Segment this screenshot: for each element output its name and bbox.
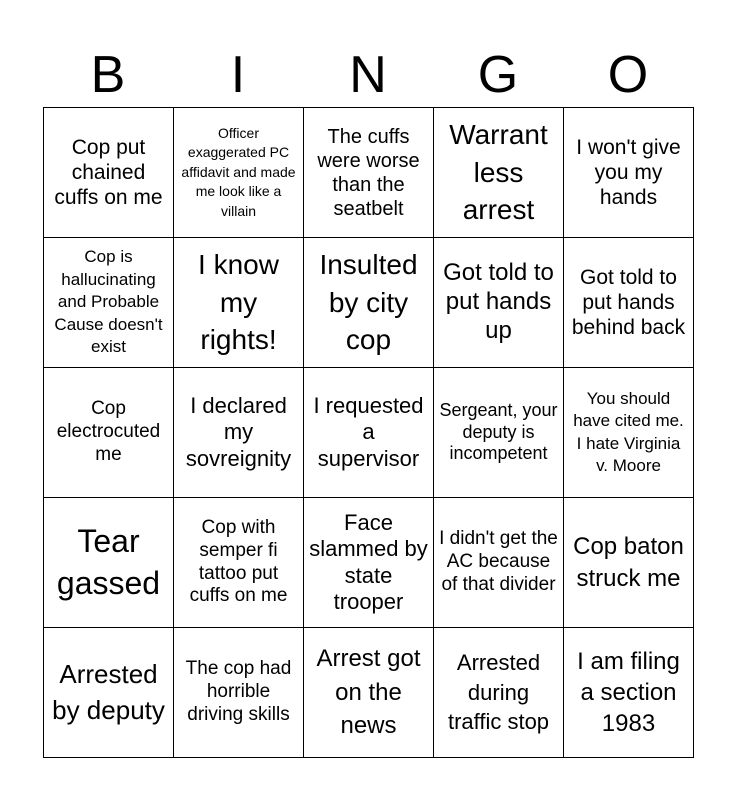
bingo-row-2 bbox=[44, 238, 694, 368]
bingo-cell: Arrested by deputy bbox=[44, 628, 174, 758]
header-letter-o: O bbox=[607, 46, 649, 104]
bingo-row-3 bbox=[44, 368, 694, 498]
bingo-cell: Got told to put hands behind back bbox=[564, 238, 694, 368]
bingo-cell: I requested a supervisor bbox=[304, 368, 434, 498]
bingo-cell: Tear gassed bbox=[44, 498, 174, 628]
bingo-cell: Insulted by city cop bbox=[304, 238, 434, 368]
bingo-cell: The cop had horrible driving skills bbox=[174, 628, 304, 758]
bingo-card-grid bbox=[43, 107, 694, 758]
bingo-row-5 bbox=[44, 628, 694, 758]
bingo-row-1 bbox=[44, 108, 694, 238]
bingo-cell: I won't give you my hands bbox=[564, 108, 694, 238]
bingo-cell: I am filing a section 1983 bbox=[564, 628, 694, 758]
bingo-cell: Got told to put hands up bbox=[434, 238, 564, 368]
bingo-cell: Face slammed by state trooper bbox=[304, 498, 434, 628]
bingo-cell: Cop baton struck me bbox=[564, 498, 694, 628]
bingo-cell: Cop with semper fi tattoo put cuffs on me bbox=[174, 498, 304, 628]
bingo-cell: Cop electrocuted me bbox=[44, 368, 174, 498]
header-letter-b: B bbox=[90, 46, 126, 104]
bingo-cell: I know my rights! bbox=[174, 238, 304, 368]
header-letter-n: N bbox=[349, 46, 387, 104]
header-letter-g: G bbox=[477, 46, 519, 104]
header-letter-i: I bbox=[230, 46, 246, 104]
bingo-cell: You should have cited me. I hate Virginia v. Moore bbox=[564, 368, 694, 498]
bingo-cell: Arrest got on the news bbox=[304, 628, 434, 758]
bingo-cell: Warrant less arrest bbox=[434, 108, 564, 238]
bingo-row-4 bbox=[44, 498, 694, 628]
bingo-cell: Officer exaggerated PC affidavit and made me look like a villain bbox=[174, 108, 304, 238]
bingo-cell: Arrested during traffic stop bbox=[434, 628, 564, 758]
bingo-cell: The cuffs were worse than the seatbelt bbox=[304, 108, 434, 238]
bingo-cell: I declared my sovreignity bbox=[174, 368, 304, 498]
bingo-cell: Cop is hallucinating and Probable Cause doesn't exist bbox=[44, 238, 174, 368]
bingo-header bbox=[43, 44, 693, 106]
bingo-cell: Sergeant, your deputy is incompetent bbox=[434, 368, 564, 498]
bingo-cell: Cop put chained cuffs on me bbox=[44, 108, 174, 238]
bingo-cell: I didn't get the AC because of that divider bbox=[434, 498, 564, 628]
